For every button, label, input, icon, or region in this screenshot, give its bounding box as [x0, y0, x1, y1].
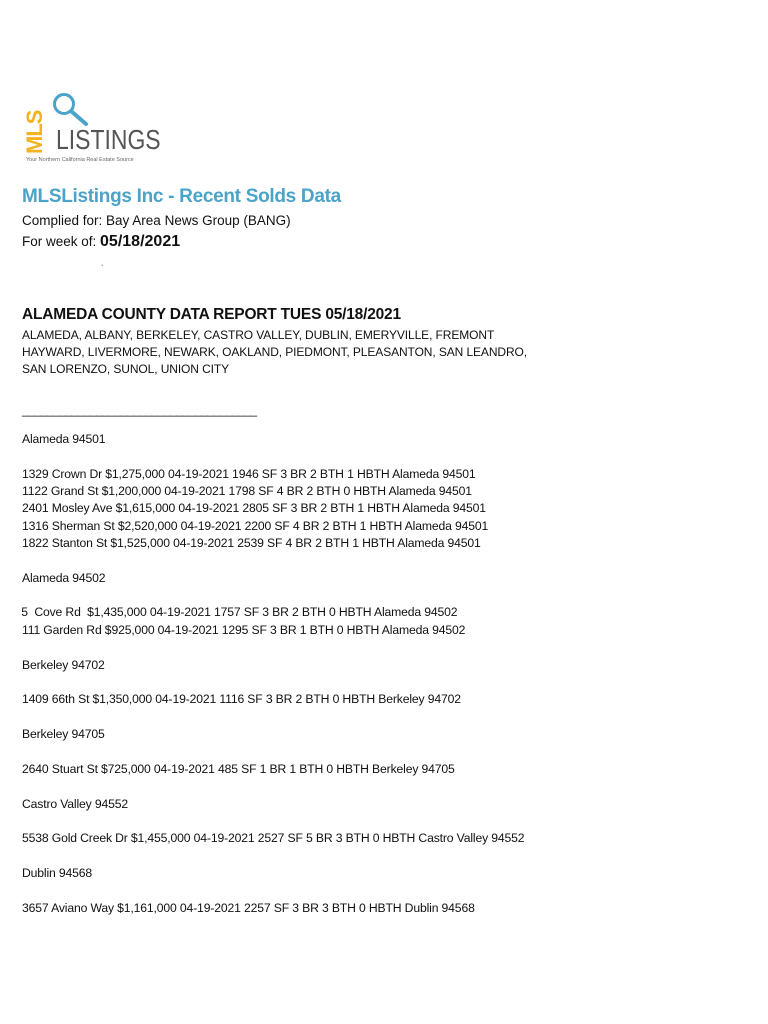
week-of-label: For week of:	[22, 234, 101, 249]
stray-mark: `	[101, 264, 104, 273]
sale-record: 1822 Stanton St $1,525,000 04-19-2021 2539 SF 4 BR 2 BTH 1 HBTH Alameda 94501	[22, 536, 481, 550]
compiled-for-line: Complied for: Bay Area News Group (BANG)	[22, 213, 291, 228]
sale-record: 1409 66th St $1,350,000 04-19-2021 1116 SF 3 BR 2 BTH 0 HBTH Berkeley 94702	[22, 692, 461, 706]
sale-record: 3657 Aviano Way $1,161,000 04-19-2021 2257 SF 3 BR 3 BTH 0 HBTH Dublin 94568	[22, 901, 475, 915]
logo-mls-mark	[24, 98, 46, 154]
logo-mls-text: MLS	[22, 110, 47, 154]
sale-record: 111 Garden Rd $925,000 04-19-2021 1295 SF 3 BR 1 BTH 0 HBTH Alameda 94502	[22, 623, 466, 637]
cities-line-1: ALAMEDA, ALBANY, BERKELEY, CASTRO VALLEY, DUBLIN, EMERYVILLE, FREMONT	[22, 328, 495, 342]
sale-record: 5538 Gold Creek Dr $1,455,000 04-19-2021 2527 SF 5 BR 3 BTH 0 HBTH Castro Valley 94552	[22, 831, 525, 845]
section-heading: Dublin 94568	[22, 866, 93, 880]
logo-listings-text: LISTINGS	[56, 124, 161, 155]
section-heading: Berkeley 94702	[22, 658, 105, 672]
separator-rule: ______________________________________	[22, 403, 257, 417]
week-of-date: 05/18/2021	[100, 233, 181, 250]
sale-record: 1329 Crown Dr $1,275,000 04-19-2021 1946 SF 3 BR 2 BTH 1 HBTH Alameda 94501	[22, 467, 476, 481]
sale-record: 2401 Mosley Ave $1,615,000 04-19-2021 2805 SF 3 BR 2 BTH 1 HBTH Alameda 94501	[22, 501, 486, 515]
section-heading: Berkeley 94705	[22, 727, 105, 741]
mlslistings-logo	[22, 90, 162, 166]
logo-tagline: Your Northern California Real Estate Source	[26, 157, 134, 163]
section-heading: Castro Valley 94552	[22, 797, 128, 811]
report-title: ALAMEDA COUNTY DATA REPORT TUES 05/18/2021	[22, 306, 401, 323]
week-of-line	[22, 233, 180, 251]
sale-record: 1316 Sherman St $2,520,000 04-19-2021 2200 SF 4 BR 2 BTH 1 HBTH Alameda 94501	[22, 519, 489, 533]
cities-line-3: SAN LORENZO, SUNOL, UNION CITY	[22, 362, 230, 376]
sale-record: 5 Cove Rd $1,435,000 04-19-2021 1757 SF 3 BR 2 BTH 0 HBTH Alameda 94502	[18, 605, 458, 619]
section-heading: Alameda 94501	[22, 432, 106, 446]
sale-record: 2640 Stuart St $725,000 04-19-2021 485 SF 1 BR 1 BTH 0 HBTH Berkeley 94705	[22, 762, 455, 776]
section-heading: Alameda 94502	[22, 571, 106, 585]
sale-record: 1122 Grand St $1,200,000 04-19-2021 1798 SF 4 BR 2 BTH 0 HBTH Alameda 94501	[22, 484, 472, 498]
cities-line-2: HAYWARD, LIVERMORE, NEWARK, OAKLAND, PIEDMONT, PLEASANTON, SAN LEANDRO,	[22, 345, 527, 359]
document-title: MLSListings Inc - Recent Solds Data	[22, 186, 341, 207]
